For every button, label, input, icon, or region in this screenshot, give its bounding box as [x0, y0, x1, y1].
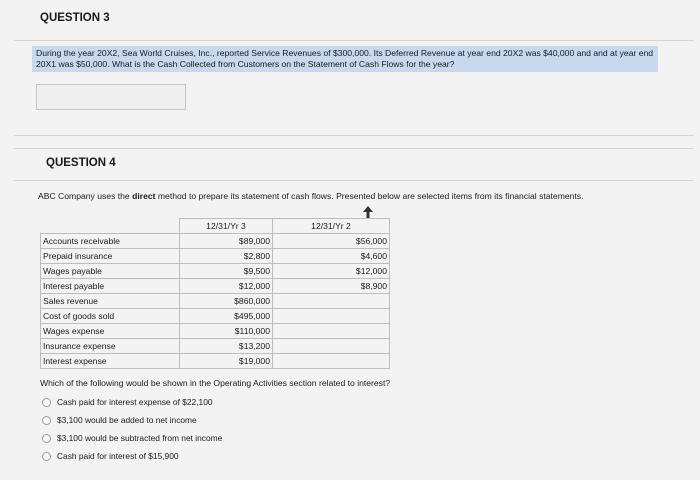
- row-value-yr2: $4,600: [273, 249, 390, 264]
- row-label: Insurance expense: [41, 339, 180, 354]
- row-label: Accounts receivable: [41, 234, 180, 249]
- option-label: $3,100 would be subtracted from net income: [57, 433, 223, 443]
- question-4-prompt: Which of the following would be shown in the Operating Activities section related to interest?: [40, 378, 391, 388]
- row-label: Wages expense: [41, 324, 180, 339]
- financial-data-table: [40, 218, 390, 369]
- answer-option[interactable]: [42, 447, 222, 465]
- divider: [14, 135, 694, 136]
- intro-text: ABC Company uses the: [38, 191, 133, 201]
- row-value-yr3: $2,800: [180, 249, 273, 264]
- answer-option[interactable]: [42, 429, 222, 447]
- row-label: Sales revenue: [41, 294, 180, 309]
- row-label: Cost of goods sold: [41, 309, 180, 324]
- table-header-blank: [41, 219, 180, 234]
- radio-button-icon[interactable]: [42, 398, 51, 407]
- option-label: $3,100 would be added to net income: [57, 415, 197, 425]
- intro-text: method to prepare its statement of cash flows. Presented below are selected items from its financial statements.: [155, 191, 584, 201]
- row-value-yr2: $8,900: [273, 279, 390, 294]
- answer-option[interactable]: [42, 393, 222, 411]
- answer-option[interactable]: [42, 411, 222, 429]
- option-label: Cash paid for interest expense of $22,100: [57, 397, 213, 407]
- cursor-icon: [363, 206, 373, 218]
- row-label: Interest expense: [41, 354, 180, 369]
- radio-button-icon[interactable]: [42, 452, 51, 461]
- table-row: [41, 294, 390, 309]
- table-row: [41, 354, 390, 369]
- row-value-yr2: $56,000: [273, 234, 390, 249]
- question-4-intro: [38, 191, 638, 201]
- question-3-header: QUESTION 3: [40, 12, 110, 24]
- answer-input[interactable]: [36, 84, 186, 110]
- intro-bold-text: direct: [132, 191, 156, 201]
- table-row: [41, 264, 390, 279]
- option-label: Cash paid for interest of $15,900: [57, 451, 179, 461]
- radio-button-icon[interactable]: [42, 416, 51, 425]
- divider: [14, 40, 694, 41]
- row-value-yr3: $495,000: [180, 309, 273, 324]
- table-row: [41, 279, 390, 294]
- row-value-yr2: [273, 339, 390, 354]
- row-value-yr2: [273, 294, 390, 309]
- table-row: [41, 249, 390, 264]
- row-label: Prepaid insurance: [41, 249, 180, 264]
- row-value-yr3: $19,000: [180, 354, 273, 369]
- row-value-yr2: [273, 324, 390, 339]
- row-value-yr2: [273, 354, 390, 369]
- row-value-yr3: $9,500: [180, 264, 273, 279]
- table-row: [41, 234, 390, 249]
- row-value-yr2: [273, 309, 390, 324]
- column-header-yr2: 12/31/Yr 2: [273, 219, 390, 234]
- column-header-yr3: 12/31/Yr 3: [180, 219, 273, 234]
- question-3-text: During the year 20X2, Sea World Cruises, Inc., reported Service Revenues of $300,000. Its Deferred Revenue at year end 20X2 was $40,000 and and at year end 20X1 was $50,000. What is the Cash Collected from Customers on the Statement of Cash Flows for the year?: [32, 46, 658, 72]
- table-header-row: [41, 219, 390, 234]
- row-value-yr3: $89,000: [180, 234, 273, 249]
- radio-button-icon[interactable]: [42, 434, 51, 443]
- row-value-yr3: $110,000: [180, 324, 273, 339]
- row-value-yr3: $860,000: [180, 294, 273, 309]
- row-label: Wages payable: [41, 264, 180, 279]
- row-value-yr3: $13,200: [180, 339, 273, 354]
- row-value-yr2: $12,000: [273, 264, 390, 279]
- divider: [14, 148, 694, 149]
- table-row: [41, 324, 390, 339]
- question-4-header: QUESTION 4: [46, 157, 116, 169]
- row-value-yr3: $12,000: [180, 279, 273, 294]
- answer-options: [42, 393, 222, 465]
- table-row: [41, 339, 390, 354]
- row-label: Interest payable: [41, 279, 180, 294]
- divider: [14, 180, 694, 181]
- table-row: [41, 309, 390, 324]
